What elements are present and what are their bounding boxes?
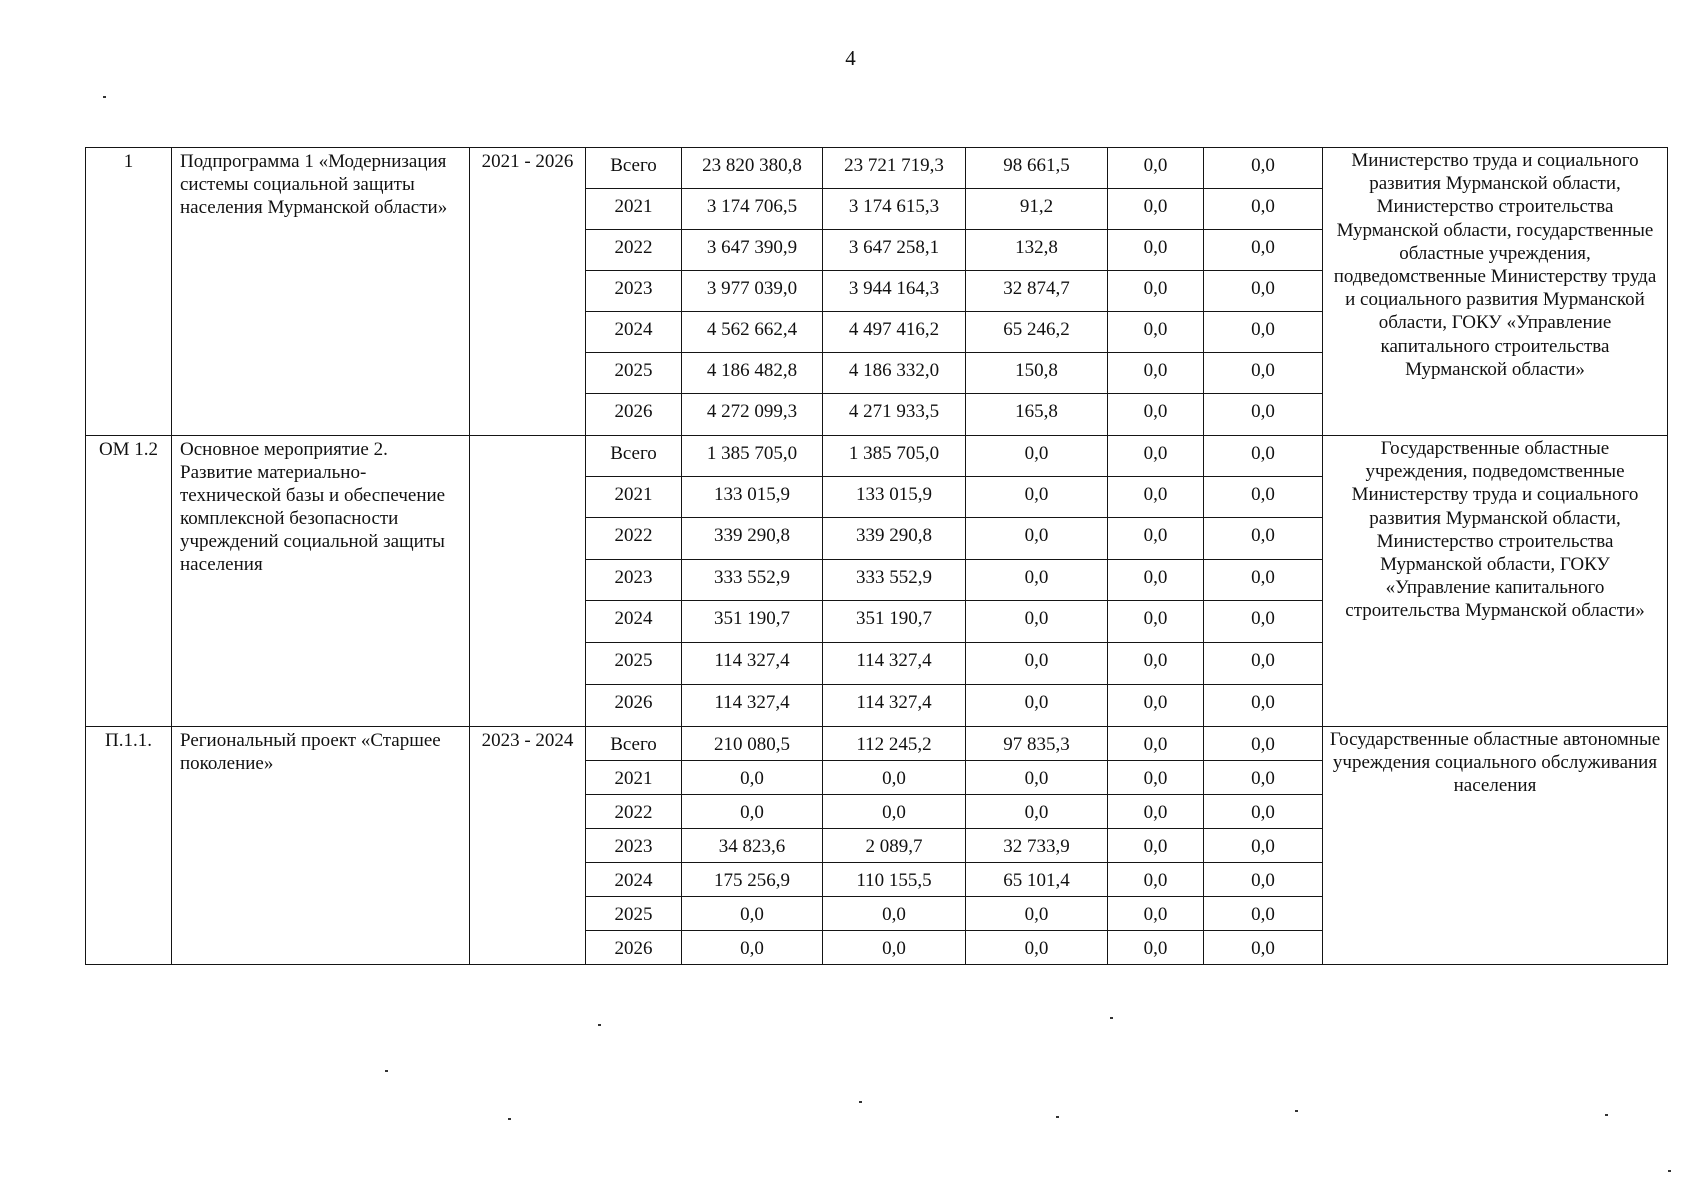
amount-cell: 0,0 <box>966 761 1108 795</box>
year-cell: Всего <box>586 727 682 761</box>
scan-speck <box>1110 1017 1113 1019</box>
scan-speck <box>508 1118 511 1120</box>
amount-cell: 0,0 <box>1108 931 1204 965</box>
amount-cell: 3 174 615,3 <box>823 189 966 230</box>
amount-cell: 150,8 <box>966 353 1108 394</box>
page-number: 4 <box>845 46 856 70</box>
amount-cell: 0,0 <box>1108 271 1204 312</box>
amount-cell: 32 733,9 <box>966 829 1108 863</box>
amount-cell: 97 835,3 <box>966 727 1108 761</box>
amount-cell: 0,0 <box>966 560 1108 601</box>
amount-cell: 0,0 <box>1204 271 1323 312</box>
year-cell: 2024 <box>586 863 682 897</box>
amount-cell: 0,0 <box>1108 518 1204 560</box>
amount-cell: 0,0 <box>1204 477 1323 518</box>
scan-speck <box>1605 1114 1608 1116</box>
budget-table <box>85 147 1668 965</box>
amount-cell: 0,0 <box>966 601 1108 643</box>
amount-cell: 3 647 390,9 <box>682 230 823 271</box>
amount-cell: 339 290,8 <box>823 518 966 560</box>
amount-cell: 0,0 <box>823 897 966 931</box>
year-cell: 2024 <box>586 312 682 353</box>
table-row <box>86 148 1668 189</box>
amount-cell: 112 245,2 <box>823 727 966 761</box>
scan-speck <box>598 1024 601 1026</box>
amount-cell: 91,2 <box>966 189 1108 230</box>
amount-cell: 0,0 <box>1108 353 1204 394</box>
amount-cell: 333 552,9 <box>823 560 966 601</box>
amount-cell: 0,0 <box>1204 560 1323 601</box>
amount-cell: 4 186 332,0 <box>823 353 966 394</box>
executor-cell: Государственные областные учреждения, подведомственные Министерству труда и социального развития Мурманской области, Министерство строительства Мурманской области, ГОКУ «Управление капитального строительства Мурманской области» <box>1323 436 1668 727</box>
amount-cell: 0,0 <box>682 931 823 965</box>
amount-cell: 0,0 <box>1204 436 1323 477</box>
amount-cell: 0,0 <box>1108 189 1204 230</box>
amount-cell: 0,0 <box>1204 148 1323 189</box>
amount-cell: 0,0 <box>1204 863 1323 897</box>
scan-speck <box>1668 1170 1671 1172</box>
amount-cell: 339 290,8 <box>682 518 823 560</box>
amount-cell: 0,0 <box>1108 601 1204 643</box>
period-cell <box>470 436 586 727</box>
amount-cell: 0,0 <box>823 931 966 965</box>
amount-cell: 0,0 <box>1204 761 1323 795</box>
amount-cell: 4 271 933,5 <box>823 394 966 436</box>
amount-cell: 0,0 <box>1204 795 1323 829</box>
amount-cell: 210 080,5 <box>682 727 823 761</box>
amount-cell: 0,0 <box>1204 727 1323 761</box>
amount-cell: 0,0 <box>1108 795 1204 829</box>
amount-cell: 0,0 <box>1108 685 1204 727</box>
amount-cell: 351 190,7 <box>682 601 823 643</box>
year-cell: 2021 <box>586 761 682 795</box>
program-code-cell: П.1.1. <box>86 727 172 965</box>
program-code-cell: 1 <box>86 148 172 436</box>
amount-cell: 0,0 <box>823 761 966 795</box>
year-cell: 2025 <box>586 643 682 685</box>
amount-cell: 114 327,4 <box>682 643 823 685</box>
year-cell: 2024 <box>586 601 682 643</box>
program-code-cell: ОМ 1.2 <box>86 436 172 727</box>
amount-cell: 1 385 705,0 <box>682 436 823 477</box>
amount-cell: 4 497 416,2 <box>823 312 966 353</box>
amount-cell: 0,0 <box>1108 897 1204 931</box>
amount-cell: 0,0 <box>823 795 966 829</box>
amount-cell: 0,0 <box>1108 312 1204 353</box>
amount-cell: 2 089,7 <box>823 829 966 863</box>
period-cell: 2021 - 2026 <box>470 148 586 436</box>
amount-cell: 0,0 <box>966 518 1108 560</box>
amount-cell: 0,0 <box>1108 560 1204 601</box>
amount-cell: 23 820 380,8 <box>682 148 823 189</box>
amount-cell: 0,0 <box>1204 829 1323 863</box>
executor-cell: Министерство труда и социального развития Мурманской области, Министерство строительства Мурманской области, государственные областные учреждения, подведомственные Министерству труда и социального развития Мурманской области, ГОКУ «Управление капитального строительства Мурманской области» <box>1323 148 1668 436</box>
amount-cell: 0,0 <box>1204 643 1323 685</box>
amount-cell: 110 155,5 <box>823 863 966 897</box>
year-cell: 2021 <box>586 477 682 518</box>
amount-cell: 175 256,9 <box>682 863 823 897</box>
amount-cell: 34 823,6 <box>682 829 823 863</box>
amount-cell: 133 015,9 <box>682 477 823 518</box>
amount-cell: 0,0 <box>966 643 1108 685</box>
table-row <box>86 436 1668 477</box>
amount-cell: 0,0 <box>966 795 1108 829</box>
year-cell: 2022 <box>586 518 682 560</box>
year-cell: Всего <box>586 436 682 477</box>
amount-cell: 0,0 <box>1108 829 1204 863</box>
amount-cell: 0,0 <box>1204 230 1323 271</box>
amount-cell: 114 327,4 <box>823 685 966 727</box>
year-cell: 2025 <box>586 353 682 394</box>
executor-cell: Государственные областные автономные учреждения социального обслуживания населения <box>1323 727 1668 965</box>
amount-cell: 4 272 099,3 <box>682 394 823 436</box>
amount-cell: 114 327,4 <box>823 643 966 685</box>
year-cell: 2025 <box>586 897 682 931</box>
year-cell: 2022 <box>586 795 682 829</box>
amount-cell: 3 174 706,5 <box>682 189 823 230</box>
amount-cell: 132,8 <box>966 230 1108 271</box>
amount-cell: 0,0 <box>966 436 1108 477</box>
amount-cell: 165,8 <box>966 394 1108 436</box>
period-cell: 2023 - 2024 <box>470 727 586 965</box>
amount-cell: 65 246,2 <box>966 312 1108 353</box>
year-cell: 2023 <box>586 271 682 312</box>
year-cell: 2023 <box>586 829 682 863</box>
scan-speck <box>1295 1110 1298 1112</box>
amount-cell: 0,0 <box>1204 685 1323 727</box>
amount-cell: 0,0 <box>1108 230 1204 271</box>
amount-cell: 333 552,9 <box>682 560 823 601</box>
amount-cell: 4 186 482,8 <box>682 353 823 394</box>
amount-cell: 0,0 <box>966 477 1108 518</box>
year-cell: 2026 <box>586 685 682 727</box>
amount-cell: 0,0 <box>966 931 1108 965</box>
year-cell: 2022 <box>586 230 682 271</box>
year-cell: 2026 <box>586 931 682 965</box>
amount-cell: 0,0 <box>1108 436 1204 477</box>
table-row <box>86 727 1668 761</box>
amount-cell: 0,0 <box>1108 727 1204 761</box>
amount-cell: 0,0 <box>682 897 823 931</box>
program-name-cell: Региональный проект «Старшее поколение» <box>172 727 470 965</box>
program-name-cell: Подпрограмма 1 «Модернизация системы социальной защиты населения Мурманской области» <box>172 148 470 436</box>
amount-cell: 0,0 <box>1108 148 1204 189</box>
year-cell: Всего <box>586 148 682 189</box>
year-cell: 2021 <box>586 189 682 230</box>
scan-speck <box>385 1070 388 1072</box>
amount-cell: 65 101,4 <box>966 863 1108 897</box>
year-cell: 2026 <box>586 394 682 436</box>
amount-cell: 3 647 258,1 <box>823 230 966 271</box>
amount-cell: 114 327,4 <box>682 685 823 727</box>
amount-cell: 4 562 662,4 <box>682 312 823 353</box>
amount-cell: 3 977 039,0 <box>682 271 823 312</box>
amount-cell: 0,0 <box>966 897 1108 931</box>
amount-cell: 23 721 719,3 <box>823 148 966 189</box>
amount-cell: 0,0 <box>1108 477 1204 518</box>
amount-cell: 0,0 <box>1108 394 1204 436</box>
amount-cell: 0,0 <box>1204 931 1323 965</box>
amount-cell: 0,0 <box>1204 312 1323 353</box>
program-name-cell: Основное мероприятие 2. Развитие материально-технической базы и обеспечение комплексной безопасности учреждений социальной защиты населения <box>172 436 470 727</box>
scan-speck <box>103 96 106 98</box>
amount-cell: 0,0 <box>1204 897 1323 931</box>
amount-cell: 0,0 <box>1204 518 1323 560</box>
amount-cell: 133 015,9 <box>823 477 966 518</box>
amount-cell: 0,0 <box>1108 761 1204 795</box>
amount-cell: 0,0 <box>1108 643 1204 685</box>
amount-cell: 32 874,7 <box>966 271 1108 312</box>
amount-cell: 98 661,5 <box>966 148 1108 189</box>
amount-cell: 0,0 <box>682 795 823 829</box>
scan-speck <box>1056 1116 1059 1118</box>
amount-cell: 0,0 <box>1204 601 1323 643</box>
amount-cell: 0,0 <box>1108 863 1204 897</box>
amount-cell: 0,0 <box>966 685 1108 727</box>
amount-cell: 0,0 <box>1204 353 1323 394</box>
amount-cell: 0,0 <box>682 761 823 795</box>
amount-cell: 1 385 705,0 <box>823 436 966 477</box>
amount-cell: 3 944 164,3 <box>823 271 966 312</box>
year-cell: 2023 <box>586 560 682 601</box>
scan-speck <box>859 1101 862 1103</box>
amount-cell: 351 190,7 <box>823 601 966 643</box>
amount-cell: 0,0 <box>1204 394 1323 436</box>
amount-cell: 0,0 <box>1204 189 1323 230</box>
